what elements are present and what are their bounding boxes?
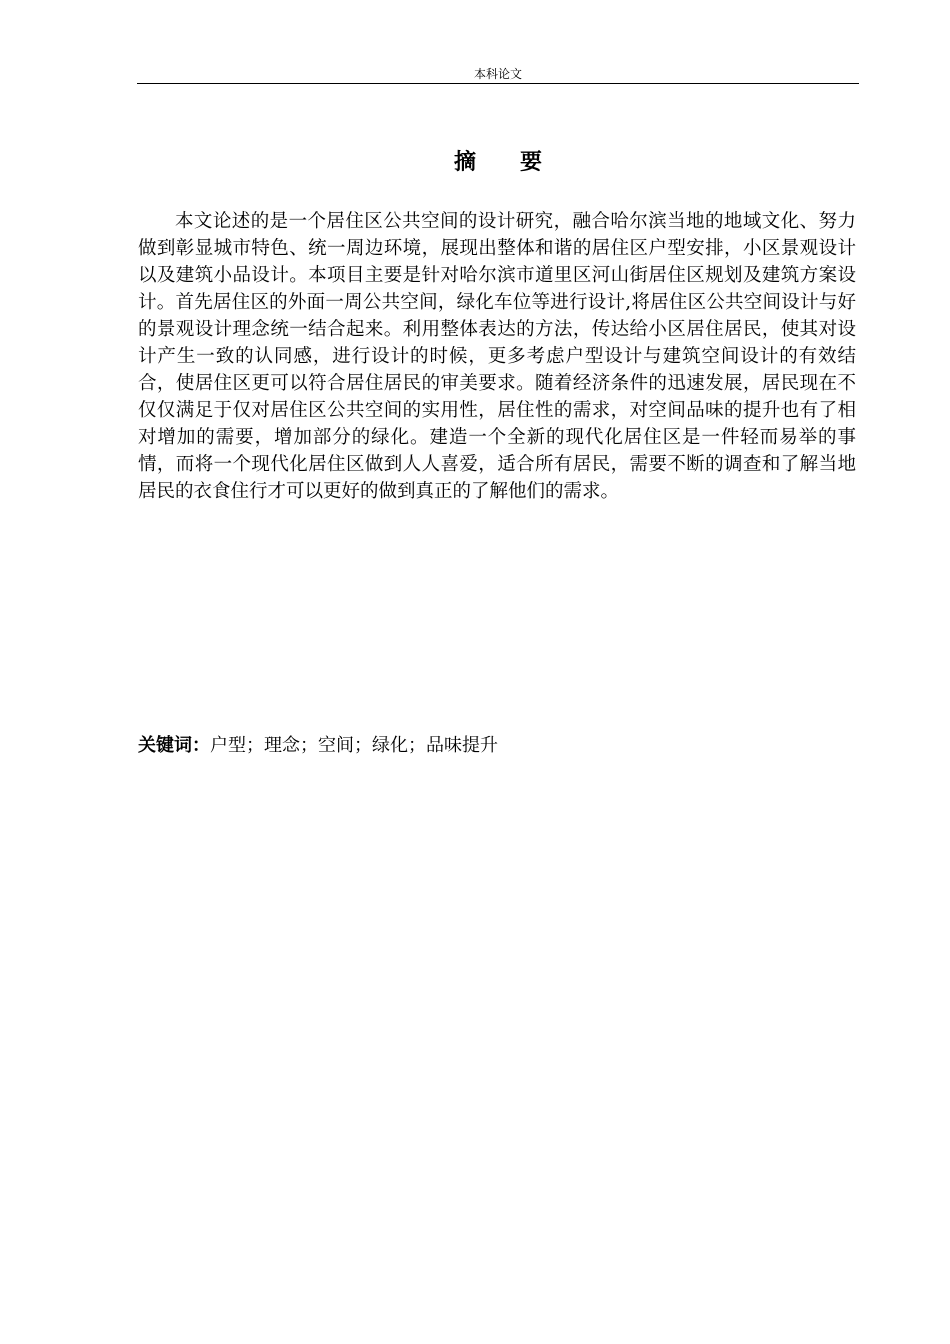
- abstract-body: 本文论述的是一个居住区公共空间的设计研究，融合哈尔滨当地的地域文化、努力做到彰显城市特色、统一周边环境，展现出整体和谐的居住区户型安排，小区景观设计以及建筑小品设计。本项目主要是针对哈尔滨市道里区河山街居住区规划及建筑方案设计。首先居住区的外面一周公共空间，绿化车位等进行设计,将居住区公共空间设计与好的景观设计理念统一结合起来。利用整体表达的方法，传达给小区居住居民，使其对设计产生一致的认同感，进行设计的时候，更多考虑户型设计与建筑空间设计的有效结合，使居住区更可以符合居住居民的审美要求。随着经济条件的迅速发展，居民现在不仅仅满足于仅对居住区公共空间的实用性，居住性的需求，对空间品味的提升也有了相对增加的需要，增加部分的绿化。建造一个全新的现代化居住区是一件轻而易举的事情，而将一个现代化居住区做到人人喜爱，适合所有居民，需要不断的调查和了解当地居民的衣食住行才可以更好的做到真正的了解他们的需求。: [138, 211, 856, 502]
- abstract-title: 摘要: [453, 150, 586, 175]
- running-header: 本科论文: [473, 67, 522, 81]
- keywords-line: [138, 733, 856, 759]
- keywords-label: 关键词：: [138, 735, 210, 756]
- keywords-values: 户型；理念；空间；绿化；品味提升: [210, 735, 498, 756]
- header-rule: [137, 83, 859, 84]
